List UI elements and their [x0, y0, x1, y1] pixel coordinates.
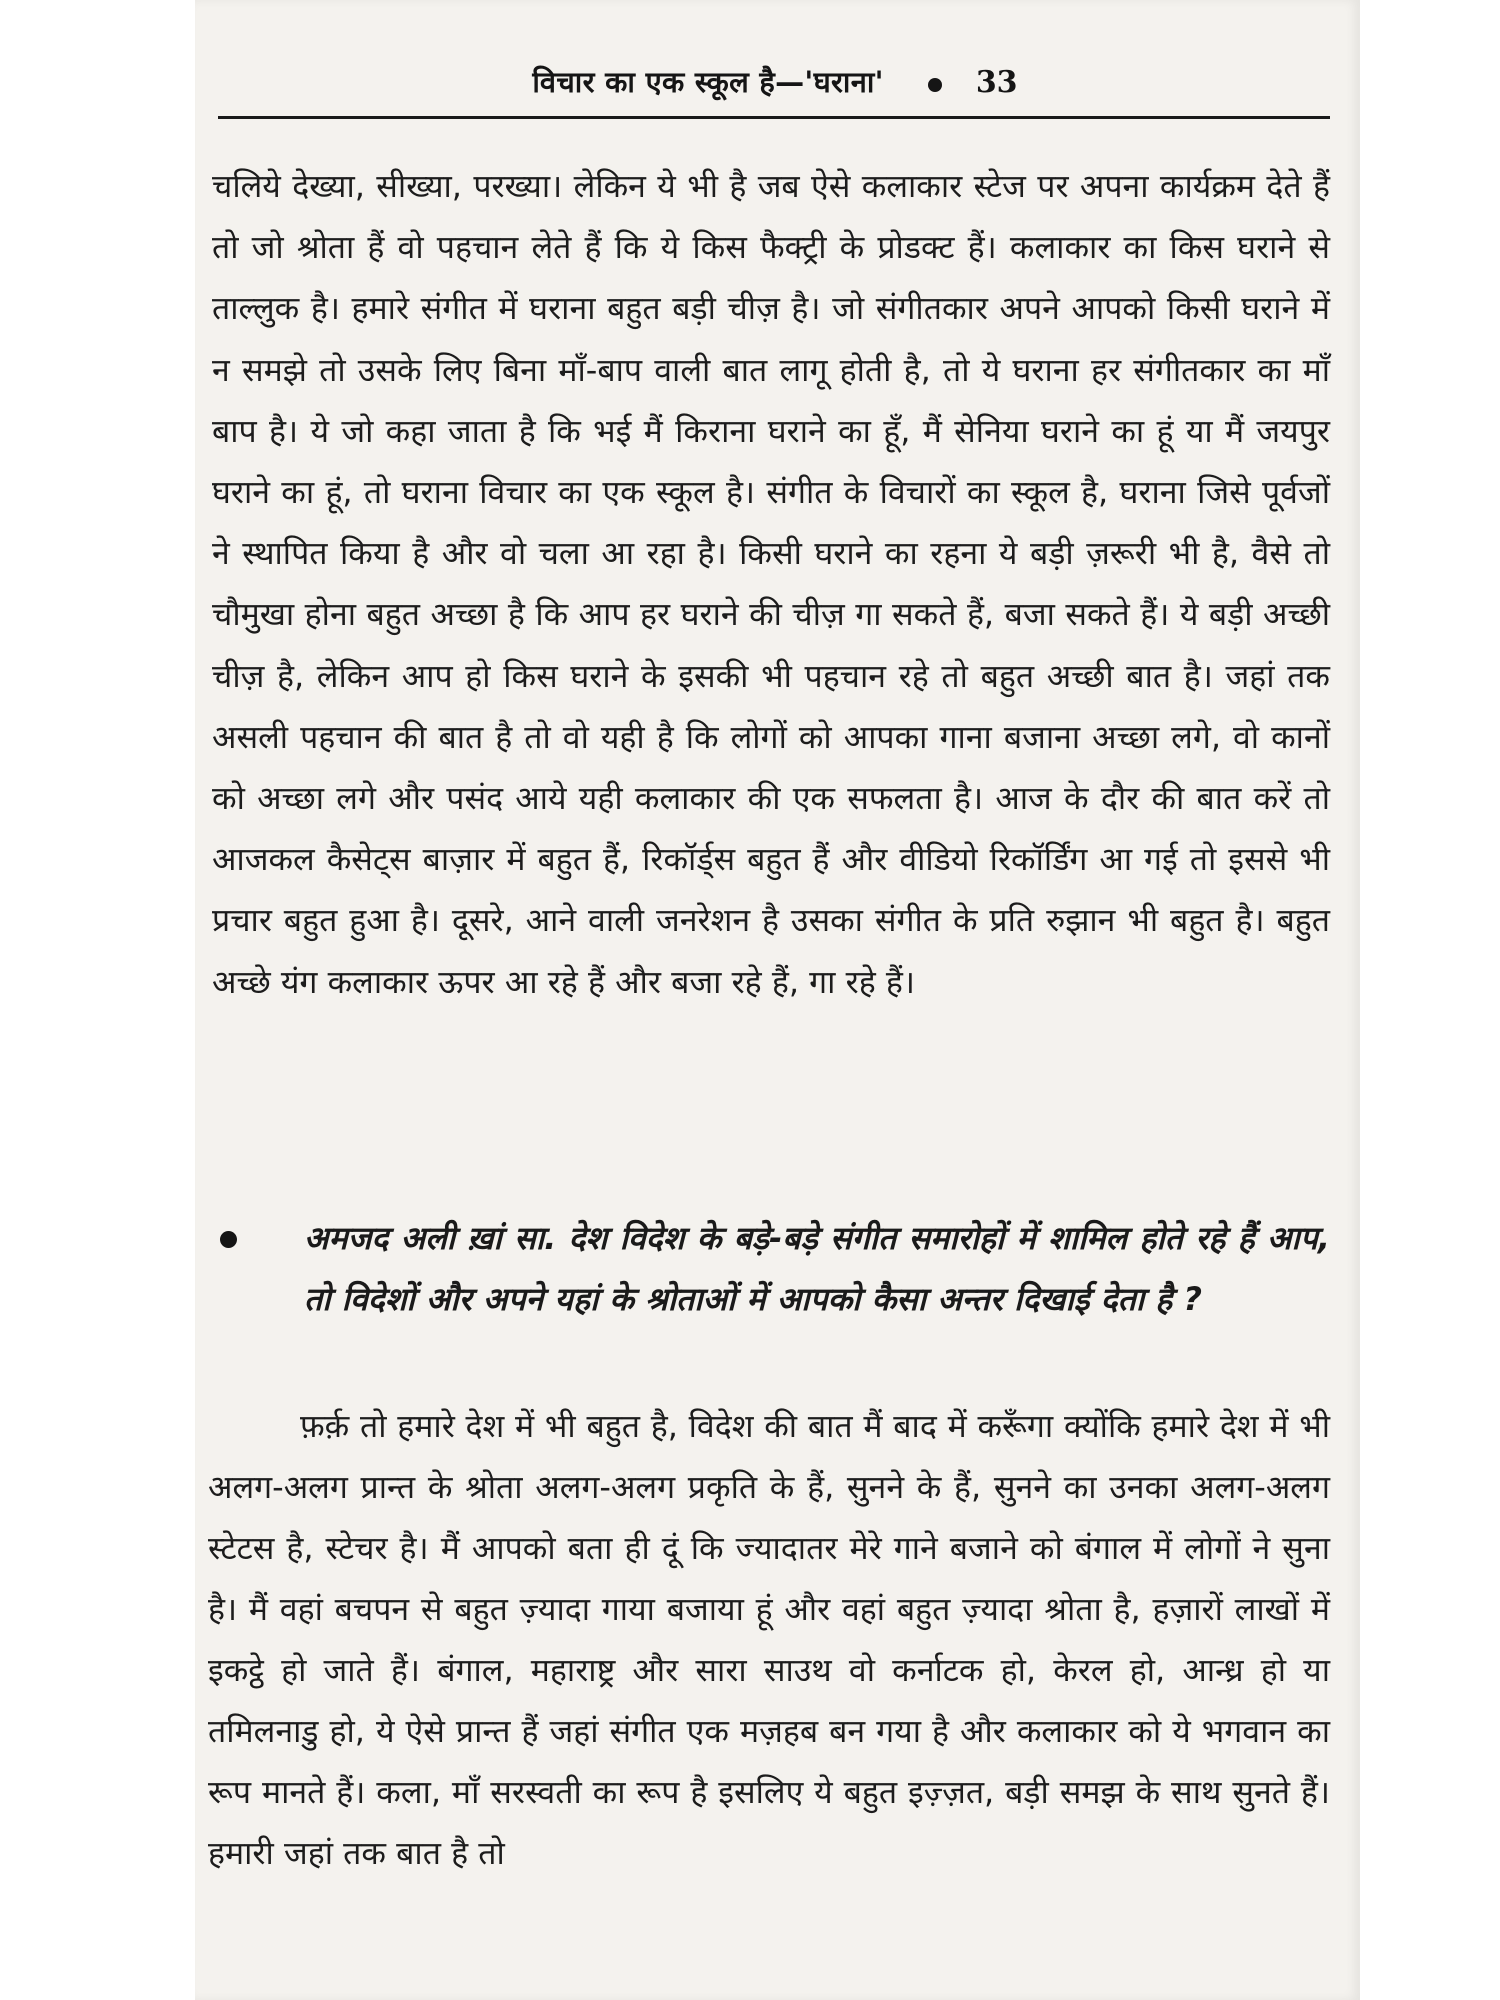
- header-bullet-icon: [928, 78, 942, 92]
- question-bullet-icon: [220, 1231, 237, 1248]
- answer-text: फ़र्क़ तो हमारे देश में भी बहुत है, विदेश की बात मैं बाद में करूँगा क्योंकि हमारे देश में भी अलग-अलग प्रान्त के श्रोता अलग-अलग प्रकृति के हैं, सुनने के हैं, सुनने का उनका अलग-अलग स्टेटस है, स्टेचर है। मैं आपको बता ही दूं कि ज्यादातर मेरे गाने बजाने को बंगाल में लोगों ने सुना है। मैं वहां बचपन से बहुत ज़्यादा गाया बजाया हूं और वहां बहुत ज़्यादा श्रोता है, हज़ारों लाखों में इकट्ठे हो जाते हैं। बंगाल, महाराष्ट्र और सारा साउथ वो कर्नाटक हो, केरल हो, आन्ध्र हो या तमिलनाडु हो, ये ऐसे प्रान्त हैं जहां संगीत एक मज़हब बन गया है और कलाकार को ये भगवान का रूप मानते हैं। कला, माँ सरस्वती का रूप है इसलिए ये बहुत इज़्ज़त, बड़ी समझ के साथ सुनते हैं। हमारी जहां तक बात है तो: [208, 1407, 1330, 1872]
- paragraph-text: चलिये देख्या, सीख्या, परख्या। लेकिन ये भी है जब ऐसे कलाकार स्टेज पर अपना कार्यक्रम देते हैं तो जो श्रोता हैं वो पहचान लेते हैं कि ये किस फैक्ट्री के प्रोडक्ट हैं। कलाकार का किस घराने से ताल्लुक है। हमारे संगीत में घराना बहुत बड़ी चीज़ है। जो संगीतकार अपने आपको किसी घराने में न समझे तो उसके लिए बिना माँ-बाप वाली बात लागू होती है, तो ये घराना हर संगीतकार का माँ बाप है। ये जो कहा जाता है कि भई मैं किराना घराने का हूँ, मैं सेनिया घराने का हूं या मैं जयपुर घराने का हूं, तो घराना विचार का एक स्कूल है। संगीत के विचारों का स्कूल है, घराना जिसे पूर्वजों ने स्थापित किया है और वो चला आ रहा है। किसी घराने का रहना ये बड़ी ज़रूरी भी है, वैसे तो चौमुखा होना बहुत अच्छा है कि आप हर घराने की चीज़ गा सकते हैं, बजा सकते हैं। ये बड़ी अच्छी चीज़ है, लेकिन आप हो किस घराने के इसकी भी पहचान रहे तो बहुत अच्छी बात है। जहां तक असली पहचान की बात है तो वो यही है कि लोगों को आपका गाना बजाना अच्छा लगे, वो कानों को अच्छा लगे और पसंद आये यही कलाकार की एक सफलता है। आज के दौर की बात करें तो आजकल कैसेट्स बाज़ार में बहुत हैं, रिकॉर्ड्स बहुत हैं और वीडियो रिकॉर्डिंग आ गई तो इससे भी प्रचार बहुत हुआ है। दूसरे, आने वाली जनरेशन है उसका संगीत के प्रति रुझान भी बहुत है। बहुत अच्छे यंग कलाकार ऊपर आ रहे हैं और बजा रहे हैं, गा रहे हैं।: [212, 167, 1330, 1001]
- running-header: [220, 62, 1330, 112]
- chapter-title: विचार का एक स्कूल है—'घराना': [532, 65, 884, 99]
- page-number: 33: [975, 65, 1018, 100]
- body-paragraph-1: [212, 156, 1330, 1013]
- body-paragraph-2: [208, 1396, 1330, 1884]
- interview-question: [212, 1208, 1330, 1330]
- question-text: अमजद अली ख़ां सा. देश विदेश के बड़े-बड़े संगीत समारोहों में शामिल होते रहे हैं आप, तो विदेशों और अपने यहां के श्रोताओं में आपको कैसा अन्तर दिखाई देता है ?: [304, 1219, 1330, 1318]
- header-rule: [218, 116, 1330, 119]
